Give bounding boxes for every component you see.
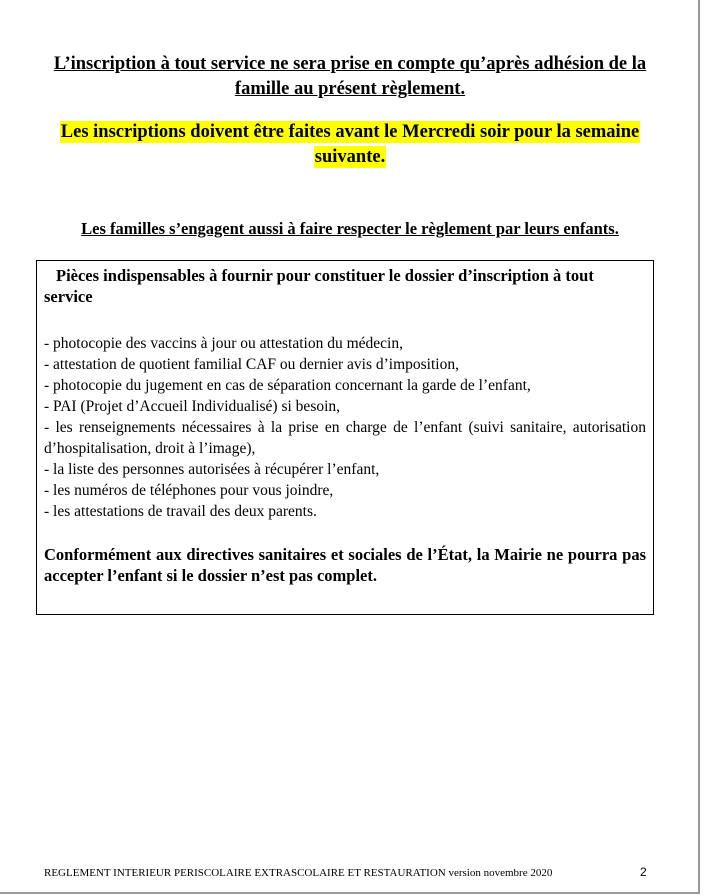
document-item: - les attestations de travail des deux parents.: [44, 503, 317, 520]
registration-condition-notice: L’inscription à tout service ne sera prise en compte qu’après adhésion de la famille au présent règlement.: [53, 54, 647, 99]
document-item: - PAI (Projet d’Accueil Individualisé) si besoin,: [44, 398, 341, 415]
document-item: - les numéros de téléphones pour vous joindre,: [44, 482, 334, 499]
document-item: - les renseignements nécessaires à la prise en charge de l’enfant (suivi sanitaire, autorisation d’hospitalisation, droit à l’image),: [44, 419, 646, 457]
incomplete-file-warning: Conformément aux directives sanitaires et sociales de l’État, la Mairie ne pourra pas accepter l’enfant si le dossier n’est pas complet.: [44, 545, 646, 585]
required-documents-box: [36, 260, 654, 615]
deadline-highlight: Les inscriptions doivent être faites avant le Mercredi soir pour la semaine suivante.: [60, 122, 640, 167]
required-documents-list: [44, 333, 646, 522]
document-item: - photocopie des vaccins à jour ou attestation du médecin,: [44, 335, 403, 352]
page-footer: REGLEMENT INTERIEUR PERISCOLAIRE EXTRASCOLAIRE ET RESTAURATION version novembre 2020: [44, 867, 553, 879]
family-commitment-notice: Les familles s’engagent aussi à faire respecter le règlement par leurs enfants.: [81, 219, 619, 238]
document-item: - photocopie du jugement en cas de séparation concernant la garde de l’enfant,: [44, 377, 531, 394]
document-item: - attestation de quotient familial CAF ou dernier avis d’imposition,: [44, 356, 459, 373]
page-number: 2: [640, 865, 647, 879]
deadline-notice: [40, 120, 660, 170]
required-documents-heading: Pièces indispensables à fournir pour constituer le dossier d’inscription à tout service: [44, 266, 594, 306]
document-item: - la liste des personnes autorisées à récupérer l’enfant,: [44, 461, 380, 478]
